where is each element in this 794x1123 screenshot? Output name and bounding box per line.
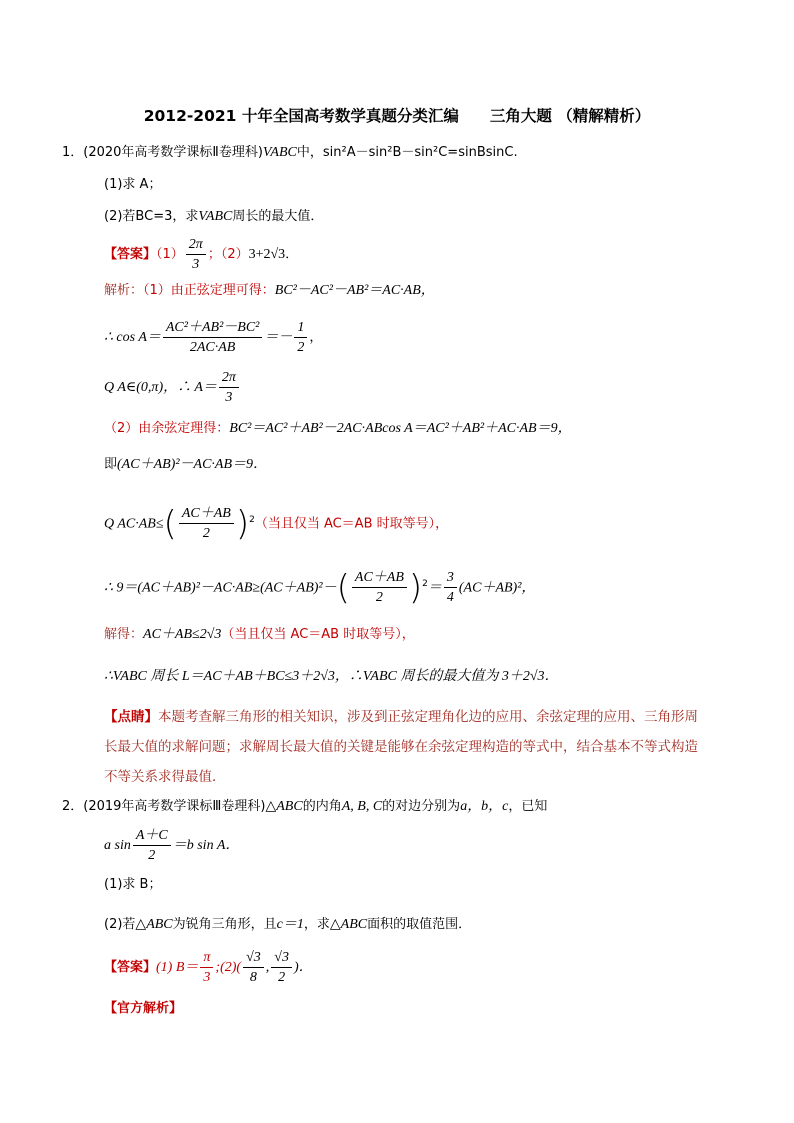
answer-label: 【答案】: [104, 960, 157, 975]
answer-value: 3+2√3: [248, 247, 286, 262]
math-text: ∴ 9＝(AC＋AB)²－AC·AB≥(AC＋AB)²－: [104, 580, 337, 596]
part-text: 为锐角三角形，且: [172, 917, 277, 932]
answer-fraction: $\frac{√3}{2}$: [271, 949, 292, 986]
comment-label: 【点睛】: [104, 709, 158, 725]
question-source: (2019年高考数学课标Ⅲ卷理科): [83, 799, 266, 814]
cos-fraction: $\frac{\text{AC²＋AB²－BC²}}{2AC\cdot AB}$: [163, 319, 262, 356]
part-text: BC=3: [135, 209, 173, 224]
equality-note: （当且仅当 AC＝AB 时取等号），: [254, 516, 449, 532]
math-text: Q A∈(0,π)，∴ A＝: [104, 380, 217, 395]
math-text: Q AC·AB≤: [104, 516, 164, 532]
solution-equation: AC＋AB≤2√3: [143, 627, 222, 642]
ratio-fraction: $\frac{3}{4}$: [444, 569, 457, 606]
answer-fraction: $\frac{√3}{8}$: [243, 949, 264, 986]
triangle-symbol: △ABC: [265, 799, 303, 814]
solution-equation: (AC＋AB)²－AC·AB＝9．: [117, 457, 268, 472]
question-1-stem: [62, 144, 518, 162]
triangle-symbol: VABC: [262, 145, 297, 160]
mean-fraction: $\frac{AC+AB}{2}$: [352, 569, 407, 606]
angle-sum-fraction: $\frac{A+C}{2}$: [133, 827, 171, 864]
mean-fraction: $\frac{AC+AB}{2}$: [179, 505, 234, 542]
stem-text: 中，: [296, 145, 323, 160]
stem-text: ，已知: [508, 799, 548, 814]
math-text: ∴ cos A＝: [104, 330, 161, 345]
stem-text: 的内角: [302, 799, 342, 814]
equality-note: （当且仅当 AC＝AB 时取等号），: [221, 627, 415, 642]
solution-text: （1）由正弦定理可得：: [143, 283, 275, 298]
math-text: (AC＋AB)²，: [458, 580, 536, 596]
question-source: (2020年高考数学课标Ⅱ卷理科): [83, 145, 263, 160]
side-names: a，b，c: [460, 799, 509, 814]
solution-cos-line: [104, 318, 322, 358]
answer-text: （1）: [156, 247, 184, 262]
solution-line-1: [104, 282, 435, 300]
comment-line-3: 不等关系求得最值．: [104, 769, 226, 785]
solution-text: （2）由余弦定理得：: [104, 421, 230, 436]
part-text: (2)若: [104, 209, 136, 224]
question-2-part-1: (1)求 B；: [104, 877, 162, 892]
math-text: ＝－: [264, 330, 293, 345]
answer-fraction: $\frac{\pi}{3}$: [200, 949, 213, 986]
solution-ji-line: [104, 456, 267, 474]
question-2-part-2: [104, 916, 471, 934]
comment-line-1: [104, 708, 698, 726]
part-text: ，求: [172, 209, 199, 224]
answer-text: ,: [265, 960, 270, 975]
solution-label: 解得：: [104, 627, 144, 642]
solution-inequality-line: Q AC·AB≤( $\frac{AC+AB}{2}$ )$^2$（当且仅当 AC＝AB 时取等号），: [104, 503, 449, 544]
solution-equation: BC²＝AC²＋AB²－2AC·ABcos A＝AC²＋AB²＋AC·AB＝9，: [229, 421, 572, 436]
question-1-part-1: (1)求 A；: [104, 177, 162, 192]
punct: ，: [309, 330, 323, 345]
math-text: a sin: [104, 838, 131, 853]
answer-fraction: $\frac{2\pi}{3}$: [186, 236, 206, 273]
part-text: 面积的取值范围．: [367, 917, 472, 932]
question-1-part-2: [104, 208, 323, 226]
official-solution-label: 【官方解析】: [104, 1001, 183, 1016]
solution-final-line: ∴VABC 周长 L＝AC＋AB＋BC≤3＋2√3，∴VABC 周长的最大值为 3＋2√3．: [104, 669, 559, 684]
page-title: 2012-2021 十年全国高考数学真题分类汇编 三角大题 （精解精析）: [143, 107, 651, 125]
answer-text: )．: [293, 960, 313, 975]
answer-text: (1) B＝: [156, 960, 199, 975]
solution-chain-line: ∴ 9＝(AC＋AB)²－AC·AB≥(AC＋AB)²－( $\frac{AC+AB}{2}$ )$^2$＝ $\frac{3}{4}$ (AC＋AB)²，: [104, 567, 536, 608]
comment-line-2: 长最大值的求解问题；求解周长最大值的关键是能够在余弦定理构造的等式中，结合基本不等式构造: [104, 739, 698, 755]
triangle-symbol: △ABC: [135, 917, 173, 932]
triangle-symbol: △ABC: [329, 917, 368, 932]
stem-text: 的对边分别为: [382, 799, 461, 814]
question-number: 1．: [62, 145, 84, 160]
half-fraction: $\frac{1}{2}$: [294, 319, 307, 356]
part-text: ，求: [303, 917, 330, 932]
angle-fraction: $\frac{2\pi}{3}$: [219, 369, 239, 406]
math-text: c＝1: [276, 917, 304, 932]
triangle-symbol: VABC: [198, 209, 233, 224]
math-text: ＝b sin A．: [172, 838, 240, 853]
answer-label: 【答案】: [104, 247, 157, 262]
solution-text: 即: [104, 457, 118, 472]
math-text: ＝: [427, 580, 442, 596]
part-text: (2)若: [104, 917, 136, 932]
question-1-answer: 【答案】（1） $\frac{2\pi}{3}$ ；（2）3+2√3．: [104, 237, 299, 272]
question-2-answer: [104, 948, 313, 988]
answer-text: ；（2）: [207, 247, 249, 262]
angle-names: A, B, C: [341, 799, 383, 814]
question-2-equation: [104, 826, 239, 866]
answer-text: ;(2)(: [215, 960, 242, 975]
solution-jiede-line: [104, 626, 415, 644]
solution-line-2: [104, 420, 572, 438]
solution-equation: BC²－AC²－AB²＝AC·AB，: [274, 283, 435, 298]
comment-text: 本题考查解三角形的相关知识，涉及到正弦定理角化边的应用、余弦定理的应用、三角形周: [158, 709, 698, 725]
solution-label: 解析：: [104, 283, 144, 298]
question-2-stem: [62, 798, 547, 816]
question-number: 2．: [62, 799, 84, 814]
solution-range-line: [104, 368, 241, 408]
condition-formula: sin²A－sin²B－sin²C=sinBsinC.: [322, 145, 518, 160]
part-text: 周长的最大值．: [232, 209, 324, 224]
